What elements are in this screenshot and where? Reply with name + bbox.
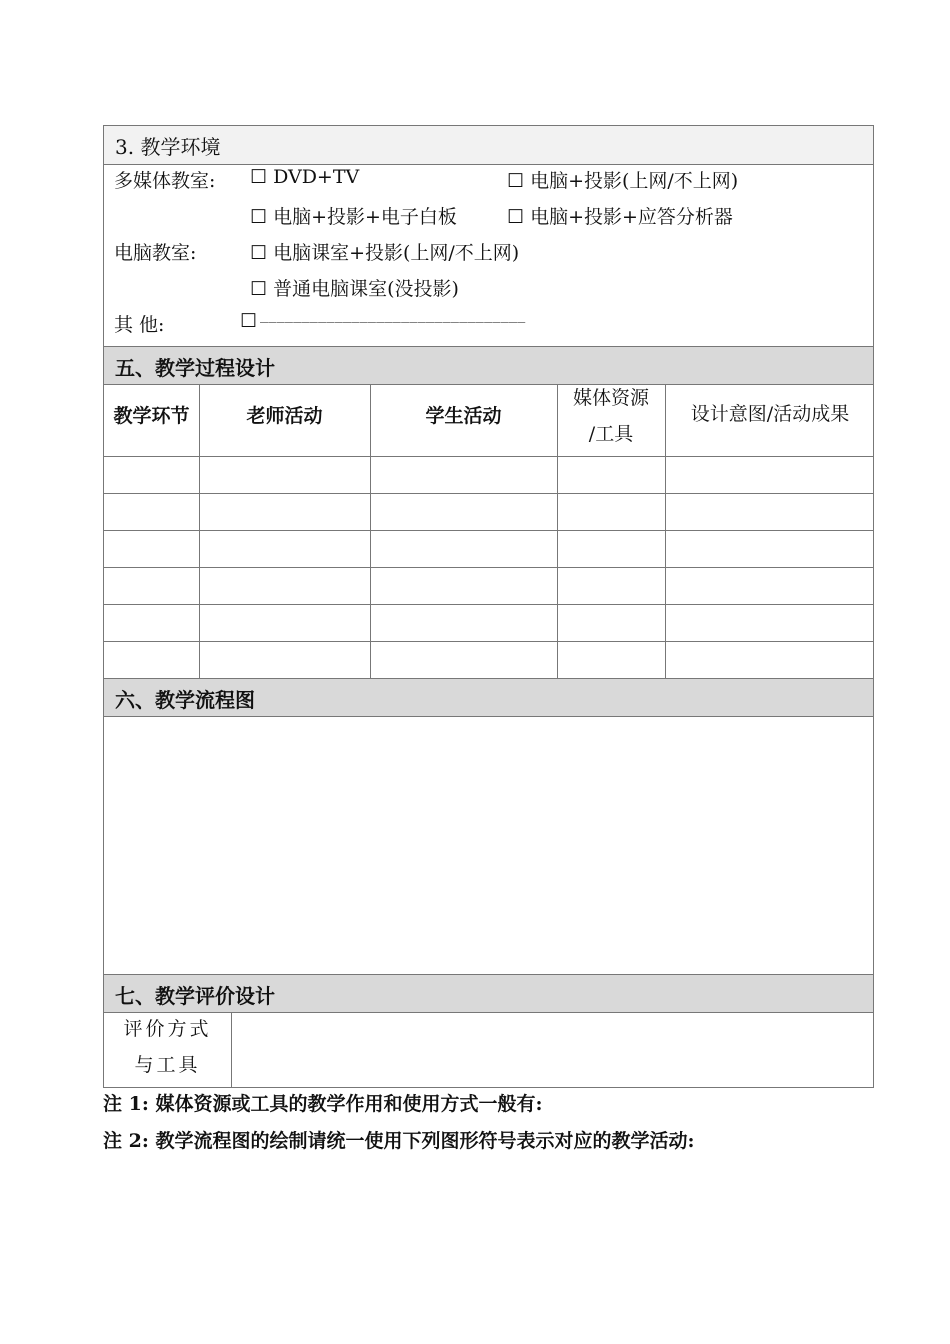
option-dvd-tv[interactable]: ☐ DVD+TV — [250, 166, 360, 188]
col-divider — [370, 384, 371, 679]
col-header-intent: 设计意图/活动成果 — [690, 403, 850, 425]
env-title-row — [104, 126, 873, 165]
other-fill-blank[interactable]: ________________________________ — [260, 304, 526, 323]
col-header-teacher: 老师活动 — [246, 405, 323, 427]
note-2: 注 2: 教学流程图的绘制请统一使用下列图形符号表示对应的教学活动: — [103, 1130, 695, 1152]
row-divider — [104, 530, 873, 531]
col-header-media-line1: 媒体资源 — [572, 387, 649, 409]
flowchart-area[interactable] — [104, 717, 873, 975]
option-other-checkbox[interactable]: ☐ — [240, 310, 258, 332]
eval-method-line1: 评价方式 — [123, 1018, 212, 1040]
form-table — [103, 125, 874, 1088]
option-pc-projector-whiteboard[interactable]: ☐ 电脑+投影+电子白板 — [250, 206, 457, 228]
col-header-media-line2: /工具 — [588, 423, 634, 445]
sec6-title-row — [104, 678, 873, 717]
eval-method-content[interactable] — [232, 1013, 874, 1088]
row-divider — [104, 641, 873, 642]
sec5-title-row — [104, 346, 873, 385]
row-divider — [104, 567, 873, 568]
row-divider — [104, 493, 873, 494]
sec6-title: 六、教学流程图 — [115, 688, 255, 712]
col-divider — [199, 384, 200, 679]
note-1: 注 1: 媒体资源或工具的教学作用和使用方式一般有: — [103, 1093, 543, 1115]
col-header-stage: 教学环节 — [113, 405, 190, 427]
option-pc-projector-responder[interactable]: ☐ 电脑+投影+应答分析器 — [507, 206, 733, 228]
multimedia-label: 多媒体教室: — [114, 170, 216, 192]
option-pc-projector-net[interactable]: ☐ 电脑+投影(上网/不上网) — [507, 170, 739, 192]
col-divider — [557, 384, 558, 679]
row-divider — [104, 456, 873, 457]
eval-method-line2: 与工具 — [134, 1054, 201, 1076]
sec7-title: 七、教学评价设计 — [115, 984, 275, 1008]
row-divider — [104, 604, 873, 605]
col-divider — [665, 384, 666, 679]
sec7-title-row — [104, 974, 873, 1013]
sec5-title: 五、教学过程设计 — [115, 356, 275, 380]
col-header-student: 学生活动 — [425, 405, 502, 427]
option-plain-computer-room[interactable]: ☐ 普通电脑课室(没投影) — [250, 278, 459, 300]
computer-room-label: 电脑教室: — [114, 242, 197, 264]
env-title: 3. 教学环境 — [115, 135, 221, 159]
other-label: 其 他: — [114, 314, 165, 336]
option-computer-classroom-projector[interactable]: ☐ 电脑课室+投影(上网/不上网) — [250, 242, 520, 264]
